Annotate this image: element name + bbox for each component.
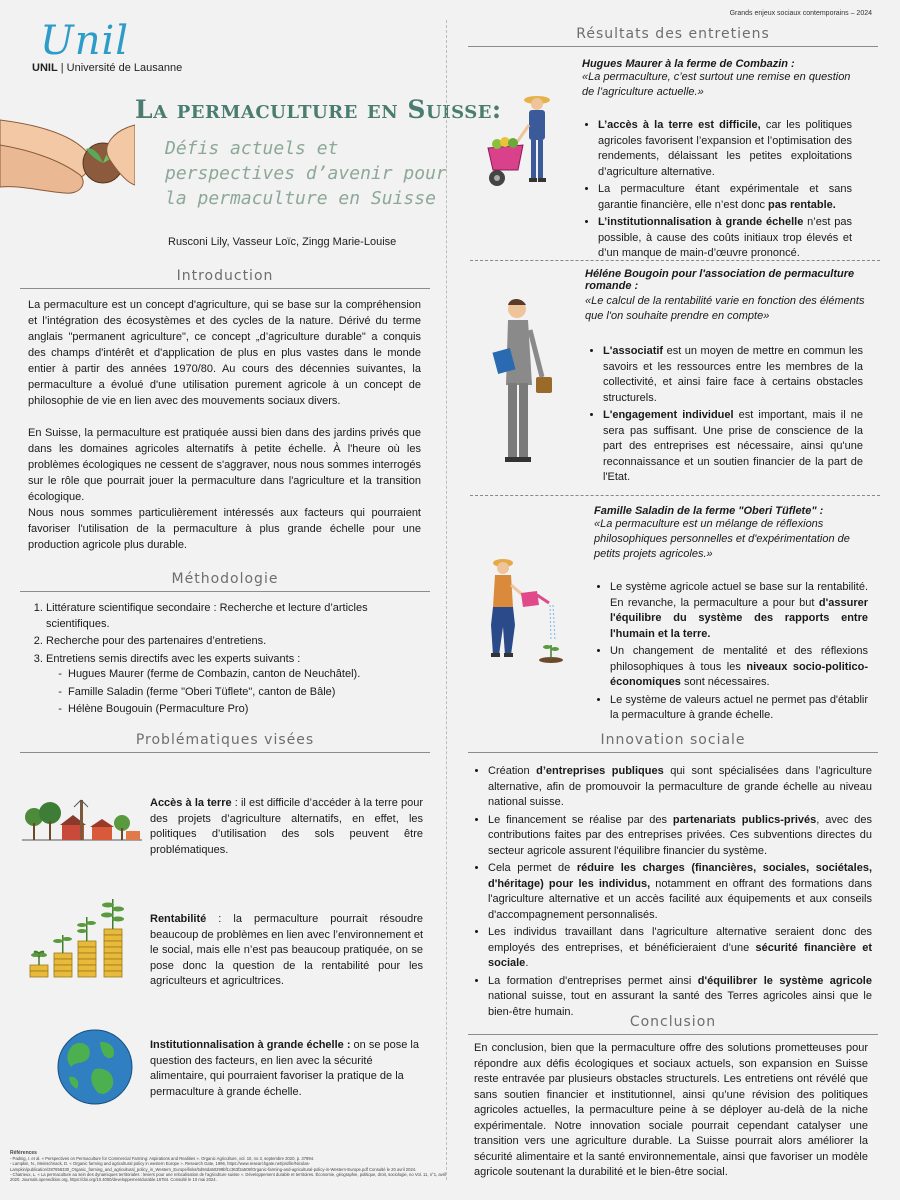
divider bbox=[20, 591, 430, 592]
interview-hugues-bullets bbox=[580, 118, 852, 264]
list-item bbox=[610, 644, 868, 691]
bullet-text: car les politiques agricoles favorisent l’expansion et l’optimisation des rendements, délaissant les petites exploitations d’agriculture alternative. bbox=[598, 119, 852, 178]
course-label: Grands enjeux sociaux contemporains – 2024 bbox=[729, 10, 872, 17]
hands-plant-illustration bbox=[0, 105, 135, 200]
bullet-text: qui sont spécialisées dans l’agriculture alternative, afin de promouvoir la permaculture de grande échelle au niveau national suisse. bbox=[488, 765, 872, 808]
problem-text: on se pose la question des facteurs, en lien avec la sécurité alimentaire, qui pourraient favoriser la pratique de la permaculture à grande échelle. bbox=[150, 1039, 419, 1098]
bullet-text: Un changement de mentalité et des réflexions philosophiques à tous les bbox=[610, 645, 868, 673]
bullet-text: Le système agricole actuel se base sur la rentabilité. En revanche, la permaculture a pour but bbox=[610, 581, 868, 609]
conclusion-text: En conclusion, bien que la permaculture offre des solutions prometteuses pour répondre aux défis écologiques et sociaux actuels, son expansion en Suisse reste entravée par plusieurs obstacles structurels. Les entretiens ont révélé que sans soutien financier et institutionnel, ainsi qu’une révision des politiques agricoles actuelles, la permaculture peine à se déployer au-delà de la niche expérimentale. Notre innovation sociale pourrait cependant catalyser une transition vers une agriculture durable. La Suisse pourrait alors améliorer la sécurité alimentaire et la santé environnementale, ainsi que favoriser un modèle agricole soutenant la durabilité et le bien-être social. bbox=[474, 1042, 868, 1178]
bullet-text: est important, mais il ne sera pas suffisant. Une prise de conscience de la part des entreprises est nécessaire, ainsi qu'une reconnaissance et un soutien financier de la part de l'Etat. bbox=[603, 409, 863, 483]
bullet-text: Cela permet de bbox=[488, 862, 577, 874]
interview-quote: «La permaculture est un mélange de réflexions philosophiques personnelles et d'expérimentation de petits projets agricoles.» bbox=[594, 518, 850, 560]
bullet-bold: L'associatif bbox=[603, 345, 664, 357]
bullet-bold: L’accès à la terre est difficile, bbox=[598, 119, 761, 131]
bullet-text: est un moyen de mettre en commun les savoirs et les ressources entre les membres de la collectivité, et ainsi faire face à certains obstacles structurels. bbox=[603, 345, 863, 404]
problem-title: Institutionnalisation à grande échelle : bbox=[150, 1039, 351, 1051]
authors: Rusconi Lily, Vasseur Loïc, Zingg Marie-Louise bbox=[168, 236, 397, 248]
bullet-bold: d’entreprises publiques bbox=[536, 765, 664, 777]
bullet-bold: d'assurer l'équilibre du système des rapports entre l'humain et la terre. bbox=[610, 596, 868, 640]
bullet-bold: L'engagement individuel bbox=[603, 409, 734, 421]
bullet-text: n’est pas possible, à cause des coûts initiaux trop élevés et d’un manque de main-d’œuvre prononcé. bbox=[598, 216, 852, 259]
list-item bbox=[488, 764, 872, 811]
bullet-text: sont nécessaires. bbox=[680, 676, 770, 688]
list-item bbox=[598, 215, 852, 262]
interview-quote: «Le calcul de la rentabilité varie en fonction des éléments que l'on souhaite prendre en compte» bbox=[585, 295, 865, 322]
list-item bbox=[488, 813, 872, 860]
introduction-p3: Nous nous sommes particulièrement intéressés aux facteurs qui pourraient favoriser l'utilisation de la permaculture à plus grande échelle pour une production agricole plus durable. bbox=[28, 507, 421, 551]
globe-illustration bbox=[55, 1027, 135, 1107]
list-item bbox=[610, 580, 868, 642]
list-item bbox=[598, 182, 852, 213]
page-title: La permaculture en Suisse: bbox=[135, 95, 502, 124]
page-subtitle: Défis actuels et perspectives d’avenir pour la permaculture en Suisse bbox=[165, 138, 447, 209]
list-item bbox=[610, 693, 868, 724]
bullet-text: national suisse, tout en assurant la santé des Terres agricoles ainsi que le bien-être humain. bbox=[488, 990, 872, 1018]
interview-quote: «La permaculture, c’est surtout une remise en question de l’agriculture actuelle.» bbox=[582, 71, 851, 98]
bullet-bold: réduire les charges (financières, sociales, sociétales, d'héritage) pour les individus, bbox=[488, 862, 873, 890]
bullet-text: , avec des contributions faites par des entreprises privées. Ces subventions directes du secteur agricole assurent l'équilibre financier du système. bbox=[488, 813, 873, 857]
bullet-bold: partenariats publics-privés bbox=[672, 813, 817, 826]
introduction-p2: En Suisse, la permaculture est pratiquée aussi bien dans des jardins privés que dans les domaines agricoles alternatifs à petite échelle. À l'heure où les problèmes écologiques ne cessent de s'aggraver, nous nous sommes interrogés sur le rôle que pourrait jouer la permaculture dans l'agriculture et la transition écologique. bbox=[28, 427, 421, 503]
bullet-text: La permaculture étant expérimentale et sans garantie financière, elle n’est donc bbox=[598, 183, 852, 211]
bullet-text: notamment en offrant des formations dans l'agriculture alternative et un accès facilité aux équipements et aux conseils d'accompagnement personnalisés. bbox=[488, 877, 872, 921]
introduction-text bbox=[28, 297, 421, 553]
village-illustration bbox=[22, 795, 142, 845]
coins-plants-illustration bbox=[28, 895, 133, 980]
innovation-list bbox=[470, 764, 872, 1022]
bullet-bold: sécurité financière et sociale bbox=[488, 941, 872, 969]
innovation-heading: Innovation sociale bbox=[600, 732, 746, 748]
bullet-text: La formation d'entreprises permet ainsi bbox=[488, 974, 698, 987]
column-separator bbox=[446, 20, 447, 1180]
interview-helene bbox=[585, 268, 870, 324]
reference-item: - Lampkin, N., Meinschnack, D. « Organic farming and agricultural policy in western Europe ». Research Gate, 1996, https://www.researchgate.net/profile/Nicolas-Lampkin/publication/287656330_Organic_farming_and_agricultural_policy_in_Western_Europe/links/5d94da50299bf1c363f2a508/Organic-farming-and-agricultural-policy-in-Western-Europe.pdf Consulté le 20 avril 2024. bbox=[10, 1161, 417, 1172]
bullet-text: Création bbox=[488, 765, 537, 777]
list-item bbox=[598, 118, 852, 180]
methodology-list bbox=[28, 601, 421, 720]
problem-text: : la permaculture pourrait résoudre beaucoup de problèmes en lien avec l’environnement et le social, mais elle n’est pas beaucoup pratiquée, on se pose donc la question de la rentabilité pour les agriculteurs et agricultrices. bbox=[150, 913, 423, 987]
bullet-text: Le financement se réalise par des bbox=[488, 813, 673, 826]
logo-bold: UNIL bbox=[32, 62, 58, 74]
divider bbox=[468, 1034, 878, 1035]
list-item: 2. Recherche pour des partenaires d’entretiens. bbox=[46, 634, 421, 650]
divider bbox=[468, 752, 878, 753]
reference-item: - Chatrieux, L. « La permaculture au sein des dynamiques territoriales : leviers pour une relocalisation de l'agriculture suisse ». Développement durable et territoires. Économie, géographie, politique, droit, sociologie, no Vol. 11, n°1, avril 2020. Journals.openedition.org, https://doi.org/10.4000/developpementdurable.16784. Consulté le 10 mai 2024. bbox=[10, 1171, 447, 1183]
bullet-text: Les individus travaillant dans l'agriculture alternative seraient donc des employés des entreprises, et bénéficieraient d’une bbox=[488, 926, 872, 954]
bullet-bold: L’institutionnalisation à grande échelle bbox=[598, 216, 804, 228]
expert-item: - Hugues Maurer (ferme de Combazin, canton de Neuchâtel). bbox=[68, 667, 421, 683]
list-item bbox=[603, 344, 863, 406]
bullet-bold: d'équilibrer le système agricole bbox=[697, 974, 872, 987]
resultats-heading: Résultats des entretiens bbox=[576, 26, 770, 42]
interview-head: Famille Saladin de la ferme "Oberi Tüflete" : bbox=[594, 505, 824, 517]
list-item bbox=[488, 925, 872, 972]
problem-text: : il est difficile d’accéder à la terre pour des projets d’agriculture alternatifs, en effet, les politiques d’utilisation des sols peuvent être problématiques. bbox=[150, 797, 423, 856]
problem-title: Accès à la terre bbox=[150, 797, 232, 809]
list-item bbox=[488, 861, 872, 923]
references bbox=[10, 1150, 450, 1182]
bullet-text: Le système de valeurs actuel ne permet pas d'établir la permaculture à grande échelle. bbox=[610, 693, 868, 721]
interview-saladin bbox=[594, 505, 872, 562]
divider bbox=[468, 46, 878, 47]
divider bbox=[470, 260, 880, 261]
divider bbox=[470, 495, 880, 496]
interview-helene-bullets bbox=[585, 344, 863, 488]
farmer-wheelbarrow-illustration bbox=[483, 90, 563, 205]
gardener-watering-illustration bbox=[485, 555, 570, 670]
list-item bbox=[46, 652, 421, 718]
interview-head: Hugues Maurer à la ferme de Combazin : bbox=[582, 58, 795, 70]
expert-item: - Famille Saladin (ferme "Oberi Tüflete", canton de Bâle) bbox=[68, 685, 421, 701]
divider bbox=[20, 288, 430, 289]
interview-head: Héléne Bougoin pour l'association de permaculture romande : bbox=[585, 268, 855, 292]
interview-hugues bbox=[582, 58, 862, 100]
businessman-illustration bbox=[490, 295, 560, 475]
list-item-text: Entretiens semis directifs avec les experts suivants : bbox=[46, 652, 301, 665]
university-name bbox=[32, 62, 182, 74]
problem-rentabilite bbox=[150, 912, 423, 990]
interview-saladin-bullets bbox=[592, 580, 868, 726]
bullet-bold: pas rentable. bbox=[768, 198, 836, 211]
reference-item: - Padnig, I. et al. « Perspectives on Permaculture for Commercial Farming: Aspirations and Realities ». Organic Agriculture, vol. 10, no 3, septembre 2020, p. 37994. bbox=[10, 1156, 315, 1162]
divider bbox=[20, 752, 430, 753]
list-item bbox=[603, 408, 863, 486]
problem-institution bbox=[150, 1038, 425, 1100]
references-heading: Références bbox=[10, 1150, 37, 1156]
methodology-heading: Méthodologie bbox=[171, 571, 279, 587]
conclusion-heading: Conclusion bbox=[629, 1014, 717, 1030]
problem-access bbox=[150, 796, 423, 858]
bullet-bold: niveaux socio-politico-économiques bbox=[610, 660, 869, 688]
logo-rest: | Université de Lausanne bbox=[57, 62, 183, 74]
introduction-heading: Introduction bbox=[176, 268, 274, 284]
bullet-text: . bbox=[525, 957, 529, 969]
problem-title: Rentabilité bbox=[150, 913, 207, 925]
problematiques-heading: Problématiques visées bbox=[135, 732, 315, 748]
unil-logo: Unil bbox=[40, 18, 130, 64]
introduction-p1: La permaculture est un concept d'agriculture, qui se base sur la compréhension et l’intégration des écosystèmes et des cycles de la nature. Dérivé du terme anglais "permanent agriculture", ce concept „d’agriculture durable" a conquis des champs d'intérêt et d'application de plus en plus vastes dans le monde entier à partir des années 1970/80. Au cours des décennies suivantes, la permaculture a évolué d'une utilisation purement agricole à un concept de philosophie de vie en lien avec des mouvements sociaux divers. bbox=[28, 299, 421, 407]
list-item: 1. Littérature scientifique secondaire : Recherche et lecture d’articles scientifiques. bbox=[46, 601, 421, 632]
expert-item: - Hélène Bougouin (Permaculture Pro) bbox=[68, 702, 421, 718]
